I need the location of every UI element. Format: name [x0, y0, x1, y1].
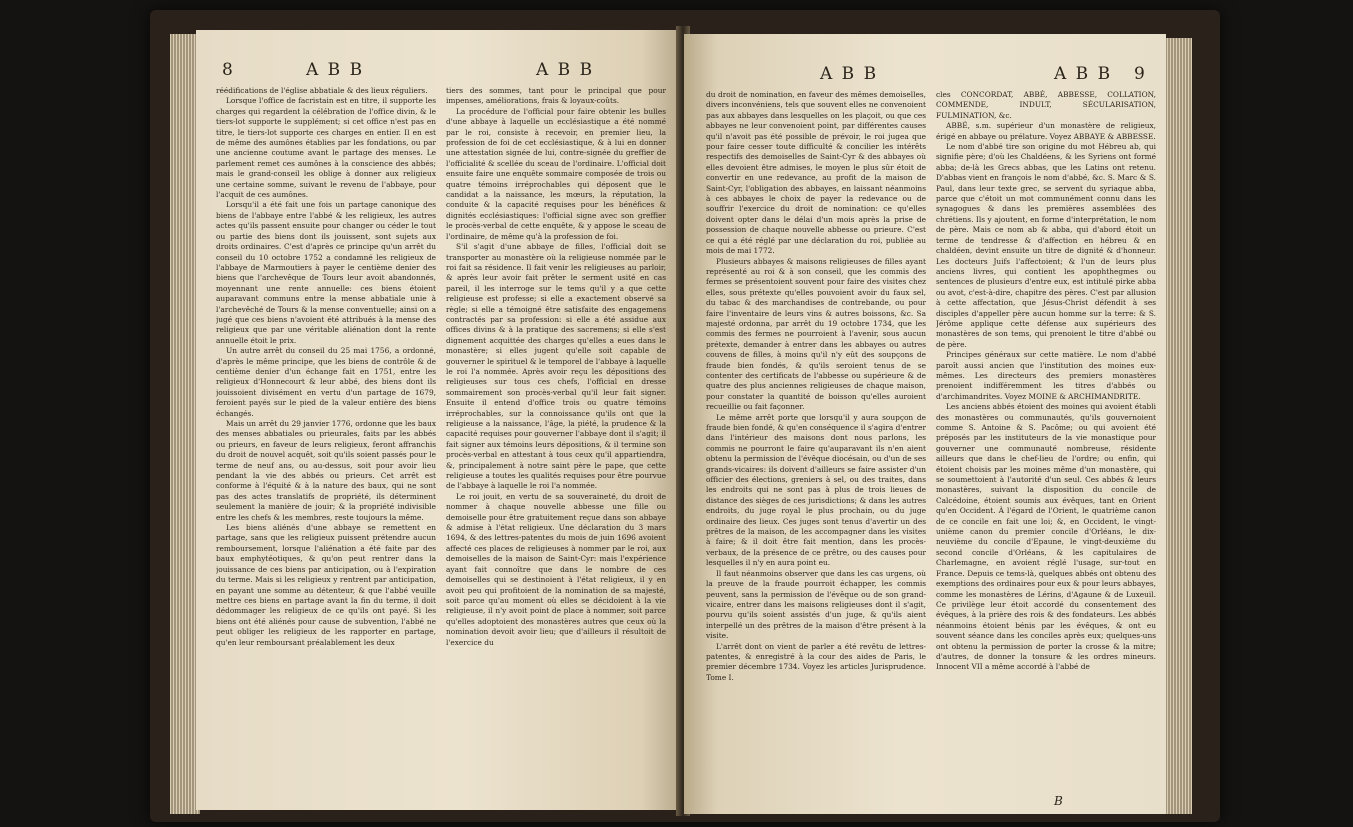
paragraph: Lorsqu'il a été fait une fois un partage canonique des biens de l'abbaye entre l'abbé & les religieux, les autres actes qu'ils passent ensuite pour changer ou céder le tout ou partie des biens dont ils jouissent, sont sujets aux droits ordinaires. C'est d'après ce principe qu'un arrêt du conseil du 10 octobre 1752 a condamné les religieux de l'abbaye de Marmoutiers à payer le centième denier des biens que l'archevêque de Tours leur avoit abandonnés, moyennant une rente annuelle: ces biens étoient auparavant communs entre la mense abbatiale unie à l'archevêché de Tours & la mense conventuelle; ainsi on a jugé que ces biens n'avoient été attribués à la mense des religieux que par une véritable aliénation dont la rente annuelle étoit le prix. [216, 200, 436, 345]
right-column-2 [936, 90, 1156, 802]
paragraph: Lorsque l'office de facristain est en titre, il supporte les charges qui regardent la célébration de l'office divin, & le tiers-lot supporte le supplément; si cet office n'est pas en titre, le tiers-lot supporte ces charges en entier. Il en est de même des aumônes établies par les fondations, ou par une ancienne coutume avant le partage des menses. Le parlement remet ces aumônes à la conscience des abbés; mais le grand-conseil les oblige à donner aux religieux une certaine somme, suivant le revenu de l'abbaye, pour l'acquit de ces aumônes. [216, 96, 436, 200]
paragraph: réédifications de l'église abbatiale & des lieux réguliers. [216, 86, 428, 95]
paragraph: Les anciens abbés étoient des moines qui avoient établi des monastères ou communautés, qu'ils gouvernoient comme S. Antoine & S. Pacôme; ou qui avoient été préposés par les instituteurs de la vie monastique pour gouverner une communauté nombreuse, résidente ailleurs que dans le chef-lieu de l'ordre; ou enfin, qui étoient choisis par les moines même d'un monastère, qui se soumettoient à l'autorité d'un seul. Ces abbés & leurs monastères, suivant la disposition du concile de Calcédoine, étoient soumis aux évêques, tant en Orient qu'en Occident. À l'égard de l'Orient, le quatrième canon de ce concile en fait une loi; &, en Occident, le vingt-unième canon du premier concile d'Orléans, le dix-neuvième du concile d'Epaune, le vingt-deuxième du second concile d'Orléans, & les capitulaires de Charlemagne, en avoient réglé l'usage, sur-tout en France. Depuis ce tems-là, quelques abbés ont obtenu des exemptions des ordinaires pour eux & pour leurs abbayes, comme les monastères de Lérins, d'Agaune & de Luxeuil. Ce privilège leur étoit accordé du consentement des évêques, à la prière des rois & des fondateurs. Les abbés néanmoins étoient bénis par les évêques, & ont eu souvent séance dans les conciles après eux; quelques-uns ont obtenu la permission de porter la crosse & la mitre; d'autres, de donner la tonsure & les ordres mineurs. Innocent VII a même accordé à l'abbé de [936, 402, 1156, 672]
paragraph: Le roi jouit, en vertu de sa souveraineté, du droit de nommer à chaque nouvelle abbesse une fille ou demoiselle pour être gratuitement reçue dans son abbaye & admise à l'état religieux. Une déclaration du 3 mars 1694, & des lettres-patentes du mois de juin 1696 avoient affecté ces places de religieuses à nommer par le roi, aux demoiselles de la maison de Saint-Cyr: mais l'expérience ayant fait connoître que dans le nombre de ces demoiselles qui se destinoient à l'état religieux, il y en avoit peu qui profitoient de la nomination de sa majesté, soit parce qu'au moment où elles se décidoient à la vie religieuse, il n'y avoit point de place à nommer, soit parce qu'elles adoptoient des monastères autres que ceux où la nomination devoit avoir lieu; que d'ailleurs il résultoit de l'exercice du [446, 491, 666, 647]
paragraph: Principes généraux sur cette matière. Le nom d'abbé paroît aussi ancien que l'institution des moines eux-mêmes. Les directeurs des premiers monastères prenoient indifféremment les titres d'abbés ou d'archimandrites. Voyez MOINE & ARCHIMANDRITE. [936, 350, 1156, 401]
paragraph: Plusieurs abbayes & maisons religieuses de filles ayant représenté au roi & à son conseil, que les commis des fermes se présentoient souvent pour faire des visites chez elles, sous prétexte qu'elles pouvoient avoir du faux sel, du tabac & des marchandises de contrebande, ou pour faire l'inventaire de leurs vins & autres boissons, &c. Sa majesté ordonna, par arrêt du 19 octobre 1734, que les commis des fermes ne pourroient à l'avenir, sous aucun prétexte, demander à entrer dans les abbayes ou autres couvens de filles, à moins qu'il n'y eût des soupçons de fraude bien fondés, & qu'ils seroient tenus de se contenter des certificats de l'abbesse ou supérieure & de quatre des plus anciennes religieuses de chaque maison, pour constater la quantité de boisson qu'elles auroient recueillie ou fait façonner. [706, 256, 926, 412]
left-column-1 [216, 86, 436, 798]
paragraph: tiers des sommes, tant pour le principal que pour impenses, améliorations, frais & loyaux-coûts. [446, 86, 666, 106]
page-number-left: 8 [222, 60, 235, 80]
signature-mark: B [1054, 794, 1063, 808]
running-head-right-col1: A B B [820, 64, 879, 84]
paragraph: Il faut néanmoins observer que dans les cas urgens, où la preuve de la fraude pourroit échapper, les commis peuvent, sans la permission de l'évêque ou de son grand-vicaire, entrer dans les maisons religieuses dont il s'agit, pourvu qu'ils soient assistés d'un juge, & qu'ils aient interpellé un des prêtres de la maison d'être présent à la visite. [706, 568, 926, 641]
paragraph: cles CONCORDAT, ABBÉ, ABBESSE, COLLATION, COMMENDE, INDULT, SÉCULARISATION, FULMINATION, &c. [936, 90, 1156, 120]
running-head-left-col2: A B B [536, 60, 595, 80]
paragraph: ABBÉ, s.m. supérieur d'un monastère de religieux, érigé en abbaye ou prélature. Voyez ABBAYE & ABBESSE. [936, 121, 1156, 141]
paragraph: Les biens aliénés d'une abbaye se remettent en partage, sans que les religieux puissent prétendre aucun remboursement, lorsque l'aliénation a été faite par des baux emphytéotiques, & qu'on peut rentrer dans la jouissance de ces biens par anticipation, ou à l'expiration du terme. Mais si les religieux y rentrent par anticipation, en payant une somme au détenteur, & que l'abbé veuille mettre ces biens en partage avant la fin du terme, il doit dédommager les religieux de ce qu'ils ont payé. Si les biens ont été aliénés pour cause de subvention, l'abbé ne peut obliger les religieux de les rapporter en partage, qu'en leur remboursant préalablement les deux [216, 523, 436, 647]
paragraph: Le nom d'abbé tire son origine du mot Hébreu ab, qui signifie père; d'où les Chaldéens, & les Syriens ont formé abba; de-là les Grecs abbas, que les Latins ont retenu. D'abbas vient en françois le nom d'abbé, &c. S. Marc & S. Paul, dans leur texte grec, se servent du syriaque abba, parce que c'étoit un mot communément connu dans les synagogues & dans les premières assemblées des chrétiens. Ils y ajoutent, en forme d'interprétation, le nom de père. Mais ce nom ab & abba, qui d'abord étoit un terme de tendresse & d'affection en hébreu & en chaldéen, devint ensuite un titre de dignité & d'honneur. Les docteurs Juifs l'affectoient; & l'un de leurs plus anciens livres, qui contient les apophthegmes ou sentences de plusieurs d'entre eux, est intitulé pirke abba ou avot, c'est-à-dire, chapitre des pères. C'est par allusion à cette affectation, que Jésus-Christ défendit à ses disciples d'appeller père aucun homme sur la terre: & S. Jérôme applique cette défense aux supérieurs des monastères de son tems, qui prenoient le titre d'abbé ou de père. [936, 142, 1156, 349]
paragraph: Le même arrêt porte que lorsqu'il y aura soupçon de fraude bien fondé, & qu'en conséquence il s'agira d'entrer dans l'intérieur des maisons dont nous parlons, les commis ne pourront le faire qu'auparavant ils n'en aient obtenu la permission de l'évêque diocésain, ou d'un de ses grands-vicaires: ils doivent d'ailleurs se faire assister d'un officier des élections, greniers à sel, ou des traites, dans les endroits qui ne sont pas à plus de trois lieues de distance des sièges de ces jurisdictions; & dans les autres endroits, du juge royal le plus prochain, ou du juge ordinaire des lieux. Ces juges sont tenus d'avertir un des prêtres de la maison, de les accompagner dans les visites à faire; & il doit être fait mention, dans les procès-verbaux, de la présence de ce prêtre, ou des causes pour lesquelles il n'y en aura point eu. [706, 412, 926, 568]
page-edges-right [1162, 38, 1192, 814]
page-number-right: 9 [1134, 64, 1147, 84]
paragraph: La procédure de l'official pour faire obtenir les bulles d'une abbaye à laquelle un ecclésiastique a été nommé par le roi, consiste à recevoir, en premier lieu, la profession de foi de cet ecclésiastique, & à lui en donner une attestation signée de lui, contre-signée du greffier de l'officialité & scellée du sceau de l'ordinaire. L'official doit ensuite faire une enquête sommaire composée de trois ou quatre témoins irréprochables qui déposent que le candidat a la naissance, les mœurs, la réputation, la conduite & la capacité requises pour les bénéfices & dignités ecclésiastiques: l'official signe avec son greffier le procès-verbal de cette enquête, & y appose le sceau de l'ordinaire, de même qu'à la profession de foi. [446, 106, 666, 241]
left-page [196, 30, 680, 810]
paragraph: S'il s'agit d'une abbaye de filles, l'official doit se transporter au monastère où la religieuse nommée par le roi fait sa résidence. Il fait venir les religieuses au parloir, & après leur avoir fait prêter le serment usité en cas pareil, il les interroge sur le tems qu'il y a que cette religieuse est professe; si elle a exactement observé sa règle; si elle a témoigné être satisfaite des engagemens contractés par sa profession: si elle a été assidue aux offices divins & à la pratique des sacremens; si elle s'est dignement acquittée des charges qu'elles a eues dans le monastère; si elles jugent qu'elle soit capable de gouverner le spirituel & le temporel de l'abbaye à laquelle le roi l'a nommée. Après avoir reçu les dépositions des religieuses sur tous ces chefs, l'official en dresse sommairement son procès-verbal qu'il leur fait signer. Ensuite il entend d'office trois ou quatre témoins irréprochables, sur la connoissance qu'ils ont que la religieuse a la naissance, l'âge, la piété, la prudence & la capacité requises pour gouverner l'abbaye dont il s'agit; il fait signer aux témoins leurs dépositions, & il termine son procès-verbal en attestant à tous ceux qu'il appartiendra, &, principalement à notre saint père le pape, que cette religieuse a toutes les qualités requises pour être pourvue de l'abbaye à laquelle le roi l'a nommée. [446, 242, 666, 491]
paragraph: du droit de nomination, en faveur des mêmes demoiselles, divers inconvéniens, tels que souvent elles ne convenoient pas aux abbayes dans lesquelles on les plaçoit, ou que ces abbayes ne leur convenoient point, par différentes causes qu'il n'avoit pas été possible de prévoir, le roi jugea que pour faire cesser toute difficulté & concilier les intérêts respectifs des demoiselles de Saint-Cyr & des abbayes où elles devoient être admises, le moyen le plus sûr étoit de convertir en une redevance, au profit de la maison de Saint-Cyr, l'obligation des abbayes, en laissant néanmoins à ces abbayes le choix de payer la redevance ou de souffrir l'exercice du droit de nomination: ce qu'elles doivent opter dans le délai d'un mois après la prise de possession de chaque nouvelle abbesse ou prieure. C'est ce qui a été réglé par une déclaration du roi, publiée au mois de mai 1772. [706, 90, 926, 256]
running-head-right: A B B [1054, 64, 1113, 84]
running-head-left: A B B [306, 60, 365, 80]
right-page [684, 34, 1166, 814]
paragraph: Un autre arrêt du conseil du 25 mai 1756, a ordonné, d'après le même principe, que les biens de contrôle & de centième denier d'un échange fait en 1751, entre les religieux d'Honnecourt & leur abbé, des biens dont ils jouissoient divisément en vertu d'un partage de 1679, feroient payés sur le pied de la valeur entière des biens échangés. [216, 346, 436, 418]
right-column-1 [706, 90, 926, 802]
paragraph: Mais un arrêt du 29 janvier 1776, ordonne que les baux des menses abbatiales ou prieurales, faits par les abbés ou prieurs, en faveur de leurs religieux, feront affranchis du droit de nouvel acquêt, soit qu'ils soient passés pour le terme de neuf ans, ou au-dessus, soit pour avoir lieu pendant la vie des abbés ou prieurs. Cet arrêt est conforme à l'équité & à la nature des baux, qui ne sont pas des actes translatifs de propriété, ils déterminent seulement la manière de jouir; & la propriété indivisible entre les chefs & les membres, reste toujours la même. [216, 419, 436, 522]
left-column-2 [446, 86, 666, 798]
paragraph: L'arrêt dont on vient de parler a été revêtu de lettres-patentes, & enregistré à la cour des aides de Paris, le premier décembre 1734. Voyez les articles Jurisprudence. Tome I. [706, 641, 926, 682]
